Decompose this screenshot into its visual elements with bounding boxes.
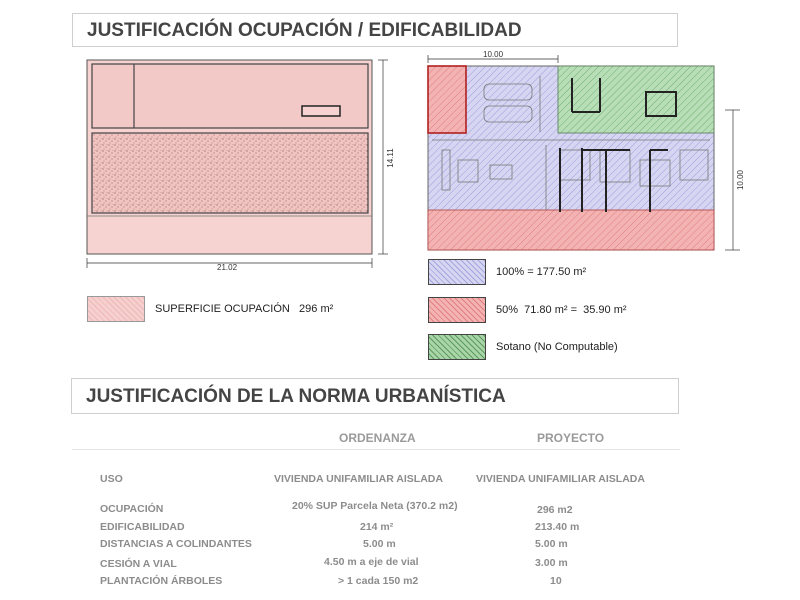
row-ordenanza-distancias: 5.00 m [363, 538, 396, 550]
row-label-cesion: CESIÓN A VIAL [100, 558, 177, 570]
legend-label-100: 100% = 177.50 m² [496, 266, 587, 278]
legend-50 [428, 297, 627, 323]
row-label-uso: USO [100, 473, 123, 485]
row-label-edificabilidad: EDIFICABILIDAD [100, 521, 185, 533]
legend-label-ocupacion: SUPERFICIE OCUPACIÓN 296 m² [155, 303, 334, 315]
col-header-ordenanza: ORDENANZA [339, 431, 416, 445]
row-ordenanza-ocupacion: 20% SUP Parcela Neta (370.2 m2) [292, 500, 458, 512]
row-label-plantacion: PLANTACIÓN ÁRBOLES [100, 575, 223, 587]
row-ordenanza-cesion: 4.50 m a eje de vial [324, 556, 419, 568]
row-proyecto-edificabilidad: 213.40 m [535, 521, 580, 533]
right-plan [428, 55, 740, 250]
left-plan-width-label: 21.02 [217, 263, 238, 272]
row-ordenanza-uso: VIVIENDA UNIFAMILIAR AISLADA [274, 473, 443, 485]
legend-100 [428, 259, 586, 285]
right-plan-top-label: 10.00 [483, 50, 504, 59]
row-ordenanza-plantacion: > 1 cada 150 m2 [338, 575, 419, 587]
row-proyecto-cesion: 3.00 m [535, 557, 568, 569]
legend-sotano [428, 334, 618, 360]
col-header-proyecto: PROYECTO [537, 431, 605, 445]
legend-swatch-ocupacion [87, 296, 145, 322]
legend-swatch-100 [428, 259, 486, 285]
legend-ocupacion [87, 296, 333, 322]
left-plan [87, 60, 388, 268]
legend-label-50: 50% 71.80 m² = 35.90 m² [496, 304, 627, 316]
section-title-norma: JUSTIFICACIÓN DE LA NORMA URBANÍSTICA [71, 378, 679, 414]
row-proyecto-plantacion: 10 [550, 575, 562, 587]
legend-label-sotano: Sotano (No Computable) [496, 341, 618, 353]
row-proyecto-ocupacion: 296 m2 [537, 504, 573, 516]
row-label-distancias: DISTANCIAS A COLINDANTES [100, 538, 252, 550]
section-title-ocupacion: JUSTIFICACIÓN OCUPACIÓN / EDIFICABILIDAD [72, 13, 678, 47]
legend-swatch-sotano [428, 334, 486, 360]
row-ordenanza-edificabilidad: 214 m² [360, 521, 394, 533]
table-divider [72, 449, 680, 450]
left-plan-height-label: 14.11 [386, 148, 395, 168]
row-proyecto-uso: VIVIENDA UNIFAMILIAR AISLADA [476, 473, 645, 485]
row-label-ocupacion: OCUPACIÓN [100, 503, 164, 515]
row-proyecto-distancias: 5.00 m [535, 538, 568, 550]
right-plan-side-label: 10.00 [736, 169, 745, 191]
legend-swatch-50 [428, 297, 486, 323]
